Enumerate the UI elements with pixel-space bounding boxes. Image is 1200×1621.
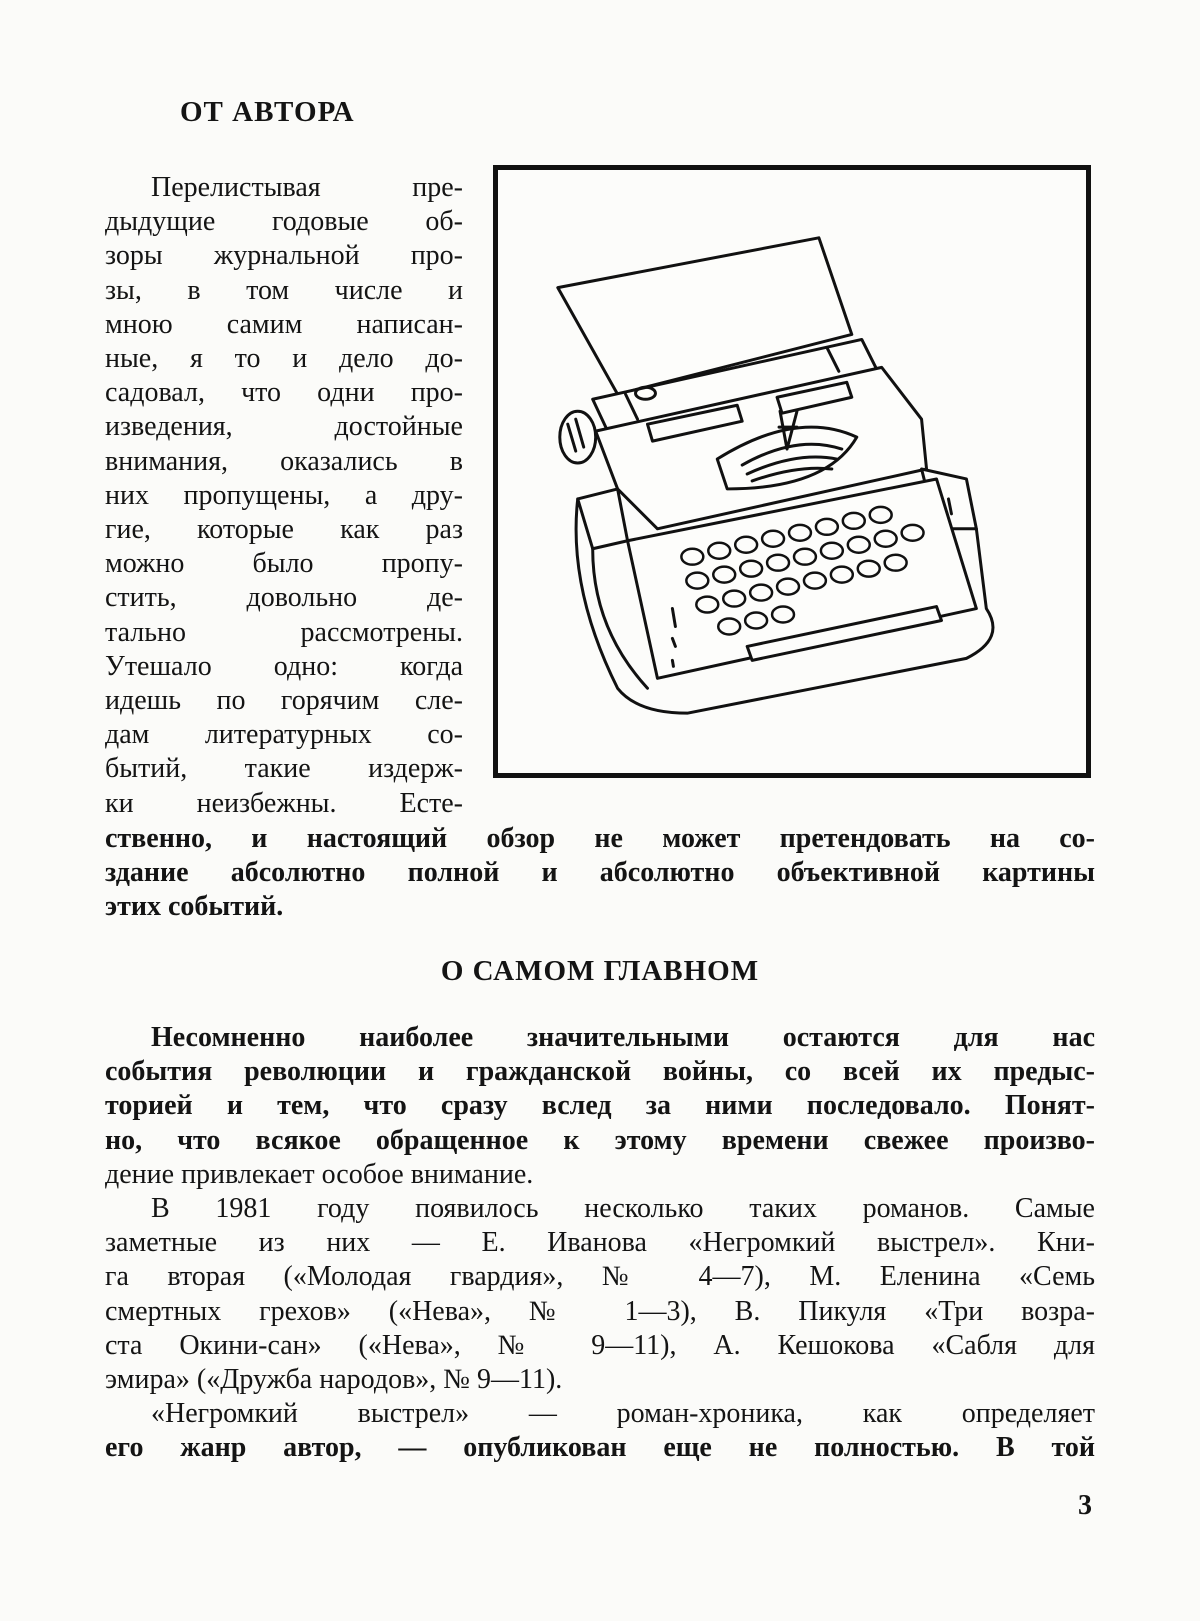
text-line: смертных грехов» («Нева», № 1—3), В. Пикуля «Три возра- (105, 1295, 1095, 1327)
text-line: Перелистывая пре- (151, 172, 463, 203)
body-paragraph-1 (105, 1021, 1095, 1192)
text-line: ные, я то и дело до- (105, 343, 463, 375)
text-line: В 1981 году появилось несколько таких романов. Самые (151, 1193, 1095, 1224)
page-number: 3 (1078, 1490, 1092, 1521)
text-line: торией и тем, что сразу вслед за ними последовало. Понят- (105, 1090, 1095, 1122)
text-line: зы, в том числе и (105, 274, 463, 306)
text-line: ста Окини-сан» («Нева», № 9—11), А. Кешокова «Сабля для (105, 1329, 1095, 1361)
text-line: них пропущены, а дру- (105, 479, 463, 511)
typewriter-illustration (498, 170, 1086, 773)
text-line: дение привлекает особое внимание. (105, 1158, 534, 1190)
intro-paragraph-narrow (105, 171, 463, 821)
text-line: ственно, и настоящий обзор не может претендовать на со- (105, 823, 1095, 854)
text-line: идешь по горячим сле- (105, 685, 463, 717)
section-heading-most-important: О САМОМ ГЛАВНОМ (440, 955, 760, 987)
intro-paragraph-wide (105, 822, 1095, 925)
text-line: эмира» («Дружба народов», № 9—11). (105, 1364, 563, 1396)
text-line: мною самим написан- (105, 308, 463, 340)
text-line: заметные из них — Е. Иванова «Негромкий выстрел». Кни- (105, 1227, 1095, 1259)
text-line: здание абсолютно полной и абсолютно объективной картины (105, 857, 1095, 889)
text-line: его жанр автор, — опубликован еще не полностью. В той (105, 1432, 1095, 1464)
text-line: внимания, оказались в (105, 445, 463, 477)
text-line: гие, которые как раз (105, 514, 463, 546)
text-line: стить, довольно де- (105, 582, 463, 614)
text-line: Утешало одно: когда (105, 650, 463, 682)
body-paragraph-2 (105, 1192, 1095, 1397)
text-line: садовал, что одни про- (105, 377, 463, 409)
typewriter-figure (493, 165, 1091, 778)
section-heading-from-author: ОТ АВТОРА (180, 96, 355, 128)
text-line: «Негромкий выстрел» — роман-хроника, как определяет (151, 1398, 1095, 1429)
text-line: изведения, достойные (105, 411, 463, 443)
text-line: дам литературных со- (105, 719, 463, 751)
text-line: но, что всякое обращенное к этому времени свежее произво- (105, 1124, 1095, 1156)
text-line: события революции и гражданской войны, со всей их предыс- (105, 1056, 1095, 1088)
text-line: этих событий. (105, 891, 284, 923)
text-line: дыдущие годовые об- (105, 206, 463, 238)
text-line: тально рассмотрены. (105, 616, 463, 648)
text-line: бытий, такие издерж- (105, 753, 463, 785)
text-line: ки неизбежны. Есте- (105, 787, 463, 819)
text-line: га вторая («Молодая гвардия», № 4—7), М. Еленина «Семь (105, 1261, 1095, 1293)
body-paragraph-3 (105, 1397, 1095, 1465)
text-line: можно было пропу- (105, 548, 463, 580)
text-line: Несомненно наиболее значительными остаются для нас (151, 1022, 1095, 1053)
text-line: зоры журнальной про- (105, 240, 463, 272)
